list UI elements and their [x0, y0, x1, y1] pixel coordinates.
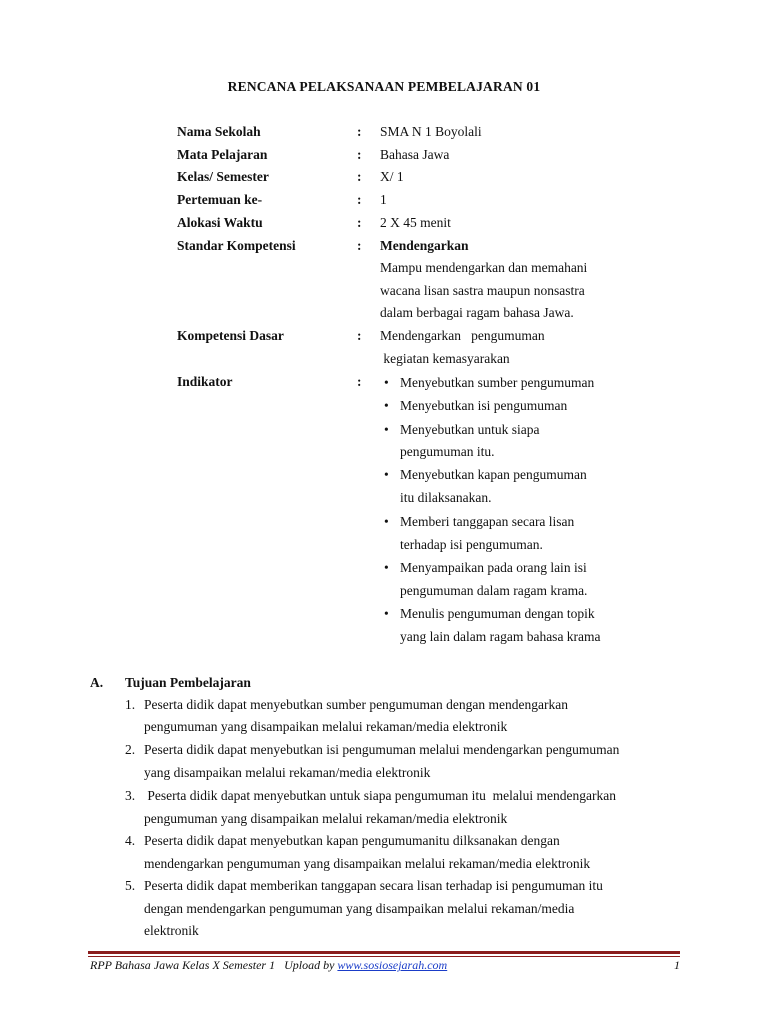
bullet-icon: • [384, 560, 389, 575]
indikator-item: Menyebutkan isi pengumuman [400, 398, 568, 413]
colon: : [357, 192, 362, 207]
label-alokasi: Alokasi Waktu [177, 215, 263, 230]
row-alokasi [0, 214, 768, 237]
colon: : [357, 124, 362, 139]
footer-link[interactable]: www.sosiosejarah.com [337, 958, 448, 972]
bullet-icon: • [384, 375, 389, 390]
indikator-item-cont: yang lain dalam ragam bahasa krama [400, 629, 601, 644]
row-standar [0, 237, 768, 260]
kd-line: kegiatan kemasyarakan [380, 351, 510, 366]
value-alokasi: 2 X 45 menit [380, 215, 451, 230]
bullet-icon: • [384, 606, 389, 621]
colon: : [357, 238, 362, 253]
item-number: 1. [125, 697, 136, 712]
bullet-icon: • [384, 467, 389, 482]
label-standar: Standar Kompetensi [177, 238, 296, 253]
value-kelas: X/ 1 [380, 169, 404, 184]
label-mata-pelajaran: Mata Pelajaran [177, 147, 268, 162]
standar-line: Mampu mendengarkan dan memahani [380, 260, 588, 275]
tujuan-item: Peserta didik dapat menyebutkan sumber pengumuman dengan mendengarkan [144, 697, 568, 712]
colon: : [357, 215, 362, 230]
item-number: 4. [125, 833, 136, 848]
page-number: 1 [674, 958, 680, 972]
row-kompetensi-dasar [0, 327, 768, 350]
indikator-item: Menyebutkan kapan pengumuman [400, 467, 587, 482]
value-mata-pelajaran: Bahasa Jawa [380, 147, 450, 162]
tujuan-item-cont: pengumuman yang disampaikan melalui rekaman/media elektronik [144, 811, 508, 826]
label-kompetensi-dasar: Kompetensi Dasar [177, 328, 284, 343]
page-footer [90, 956, 680, 974]
indikator-item: Memberi tanggapan secara lisan [400, 514, 575, 529]
tujuan-item: Peserta didik dapat menyebutkan untuk siapa pengumuman itu melalui mendengarkan [144, 788, 616, 803]
colon: : [357, 328, 362, 343]
item-number: 3. [125, 788, 136, 803]
standar-line: wacana lisan sastra maupun nonsastra [380, 283, 585, 298]
value-nama-sekolah: SMA N 1 Boyolali [380, 124, 482, 139]
colon: : [357, 147, 362, 162]
page-title: RENCANA PELAKSANAAN PEMBELAJARAN 01 [227, 79, 541, 94]
indikator-item-cont: itu dilaksanakan. [400, 490, 492, 505]
indikator-item: Menyampaikan pada orang lain isi [400, 560, 587, 575]
row-mata-pelajaran [0, 146, 768, 169]
indikator-item: Menulis pengumuman dengan topik [400, 606, 595, 621]
bullet-icon: • [384, 398, 389, 413]
colon: : [357, 169, 362, 184]
row-pertemuan [0, 191, 768, 214]
indikator-item: Menyebutkan untuk siapa [400, 422, 540, 437]
indikator-item-cont: terhadap isi pengumuman. [400, 537, 543, 552]
value-pertemuan: 1 [380, 192, 387, 207]
label-indikator: Indikator [177, 374, 233, 389]
indikator-item-cont: pengumuman dalam ragam krama. [400, 583, 588, 598]
tujuan-item-cont: yang disampaikan melalui rekaman/media elektronik [144, 765, 431, 780]
bullet-icon: • [384, 422, 389, 437]
tujuan-item: Peserta didik dapat menyebutkan kapan pengumumanitu dilksanakan dengan [144, 833, 560, 848]
standar-line: dalam berbagai ragam bahasa Jawa. [380, 305, 574, 320]
footer-text: RPP Bahasa Jawa Kelas X Semester 1 Upload by [90, 958, 338, 972]
row-kelas [0, 168, 768, 191]
tujuan-item-cont: elektronik [144, 923, 199, 938]
bullet-icon: • [384, 514, 389, 529]
label-kelas: Kelas/ Semester [177, 169, 269, 184]
section-a-title: Tujuan Pembelajaran [125, 675, 251, 690]
item-number: 2. [125, 742, 136, 757]
tujuan-item: Peserta didik dapat memberikan tanggapan secara lisan terhadap isi pengumuman itu [144, 878, 603, 893]
value-standar-heading: Mendengarkan [380, 238, 469, 253]
tujuan-item-cont: mendengarkan pengumuman yang disampaikan melalui rekaman/media elektronik [144, 856, 591, 871]
tujuan-item-cont: dengan mendengarkan pengumuman yang disampaikan melalui rekaman/media [144, 901, 575, 916]
label-pertemuan: Pertemuan ke- [177, 192, 263, 207]
colon: : [357, 374, 362, 389]
indikator-item-cont: pengumuman itu. [400, 444, 495, 459]
tujuan-item: Peserta didik dapat menyebutkan isi pengumuman melalui mendengarkan pengumuman [144, 742, 620, 757]
section-a-letter: A. [90, 675, 104, 690]
footer-text-group [90, 956, 447, 974]
footer-rule [88, 951, 680, 954]
row-nama-sekolah [0, 123, 768, 146]
indikator-item: Menyebutkan sumber pengumuman [400, 375, 595, 390]
tujuan-item-cont: pengumuman yang disampaikan melalui rekaman/media elektronik [144, 719, 508, 734]
item-number: 5. [125, 878, 136, 893]
label-nama-sekolah: Nama Sekolah [177, 124, 261, 139]
value-kompetensi-dasar: Mendengarkan pengumuman [380, 328, 545, 343]
